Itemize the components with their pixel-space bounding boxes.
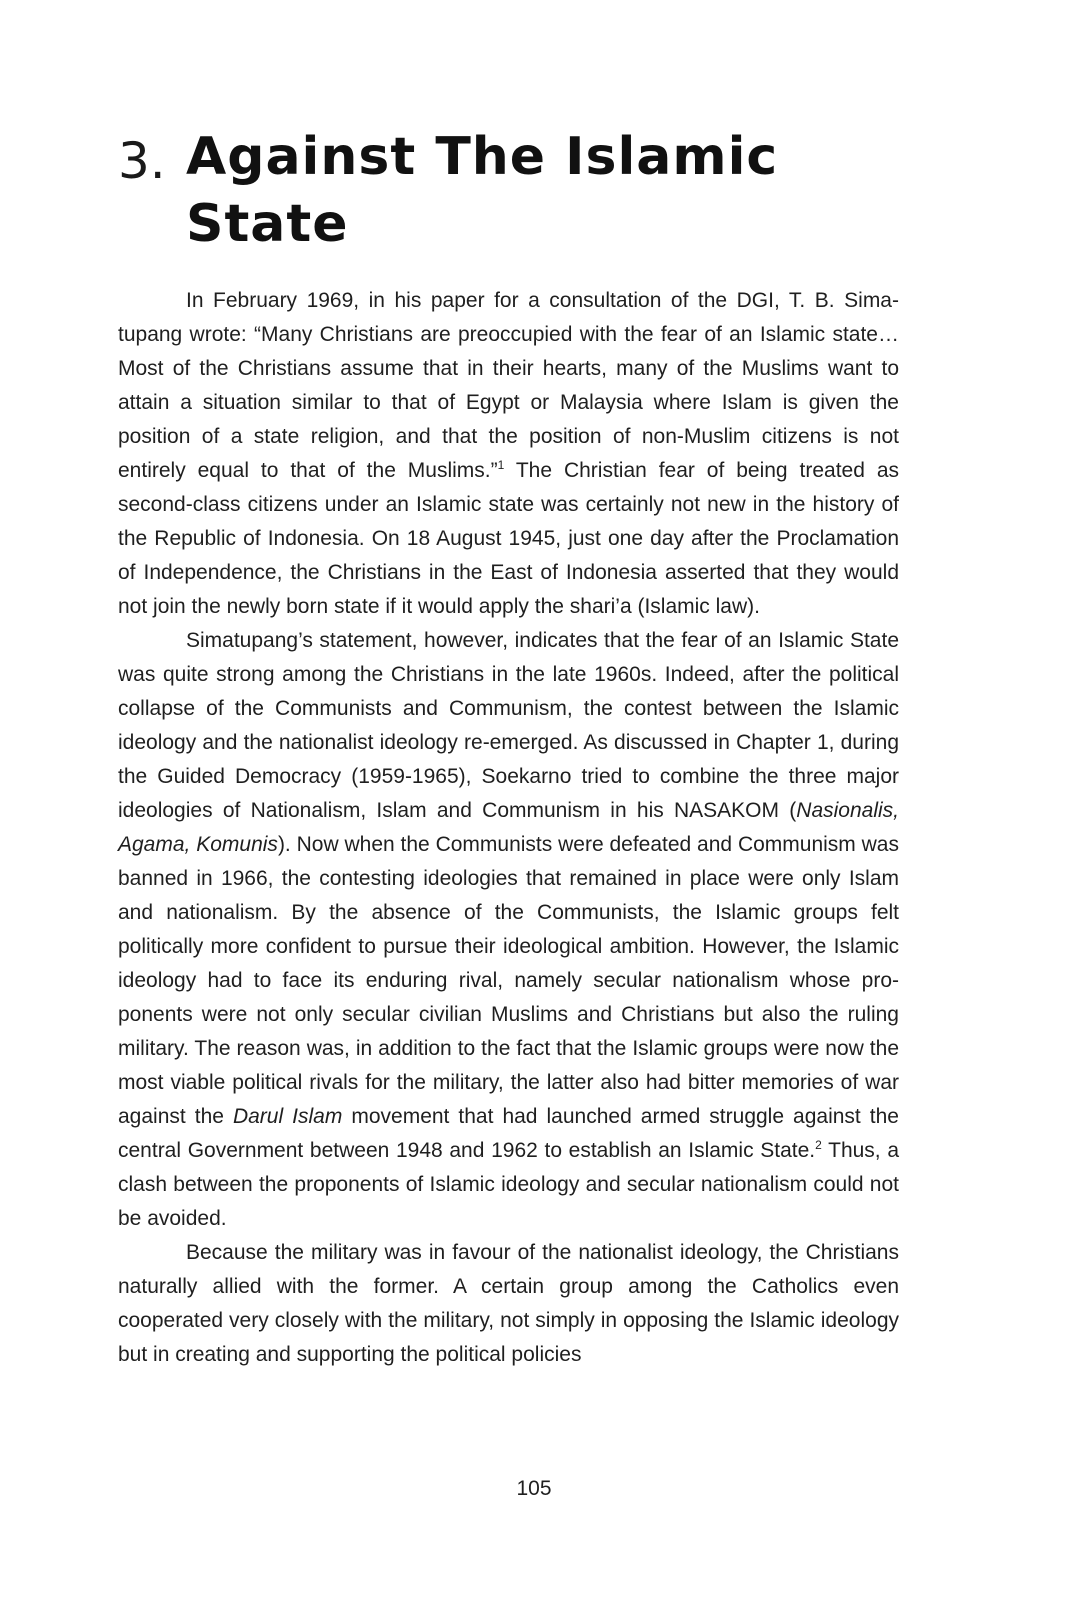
chapter-title: Against The Islamic State <box>186 127 779 254</box>
chapter-number: 3. <box>118 132 166 190</box>
text-segment: movement that had launched armed struggle against the central Government between 1948 and 1962 to establish an Islamic State. <box>118 1105 899 1162</box>
text-segment: The Christian fear of being treated as second-class citizens under an Islamic state was certainly not new in the history of the Republic of Indonesia. On 18 August 1945, just one day after the Proclamation of Independence, the Christians in the East of Indonesia asserted that they would not join the newly born state if it would apply the shari’a (Islamic law). <box>118 459 899 618</box>
paragraph <box>118 284 899 624</box>
page-number: 105 <box>516 1477 552 1500</box>
body-text <box>118 284 899 1372</box>
text-segment: Because the military was in favour of the nationalist ideology, the Christians naturally allied with the former. A certain group among the Catholics even cooperated very closely with the military, not simply in opposing the Islamic ideology but in creating and supporting the political policies <box>118 1241 899 1366</box>
text-segment: ). Now when the Communists were defeated and Communism was banned in 1966, the contesting ideologies that remained in place were only Islam and nationalism. By the absence of the Communists, the Islamic groups felt politically more confident to pursue their ideological ambition. However, the Islamic ideology had to face its enduring rival, namely secular nationalism whose proponents were not only secular civilian Muslims and Christians but also the ruling military. The reason was, in addition to the fact that the Islamic groups were now the most viable political rivals for the military, the latter also had bitter memories of war against the <box>118 833 899 1128</box>
footnote-ref: 2 <box>815 1138 822 1152</box>
italic-term: Nasionalis, Agama, Komunis <box>118 799 899 856</box>
text-segment: In February 1969, in his paper for a consultation of the DGI, T. B. Simatupang wrote: “Many Christians are preoccupied with the fear of an Islamic state…Most of the Christians assume that in their hearts, many of the Muslims want to attain a situation similar to that of Egypt or Malaysia where Islam is given the position of a state religion, and that the position of non-Muslim citizens is not entirely equal to that of the Muslims.” <box>118 289 899 482</box>
paragraph <box>118 624 899 1236</box>
italic-term: Darul Islam <box>232 1105 343 1128</box>
paragraph <box>118 1236 899 1372</box>
text-segment: Simatupang’s statement, however, indicates that the fear of an Islamic State was quite strong among the Christians in the late 1960s. Indeed, after the political collapse of the Communists and Communism, the contest between the Islamic ideology and the nationalist ideology re-emerged. As discussed in Chapter 1, during the Guided Democracy (1959-1965), Soekarno tried to combine the three major ideologies of Nationalism, Islam and Communism in his NASAKOM ( <box>118 629 899 822</box>
text-segment: Thus, a clash between the proponents of Islamic ideology and secular nationalism could not be avoided. <box>118 1139 899 1230</box>
footnote-ref: 1 <box>497 458 505 472</box>
